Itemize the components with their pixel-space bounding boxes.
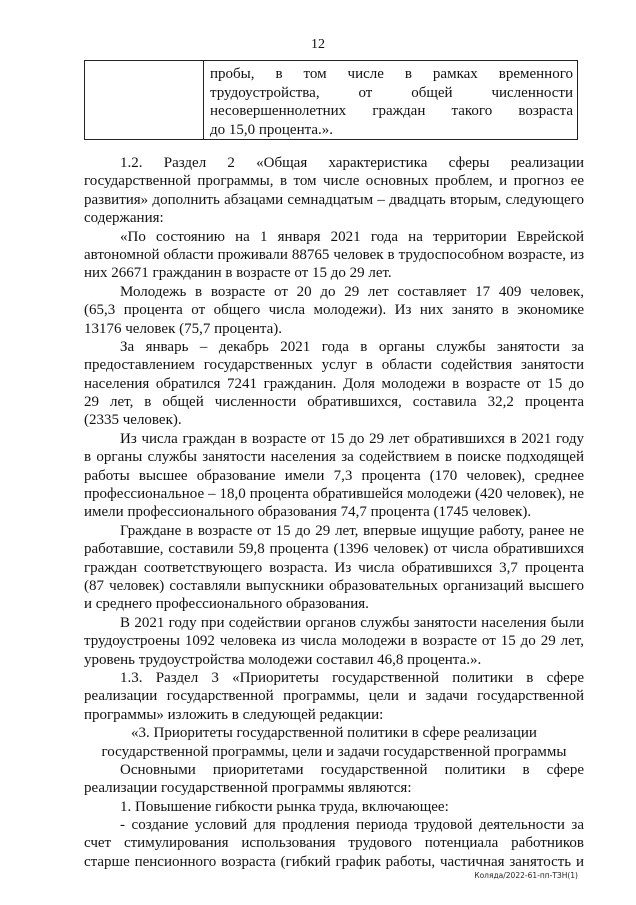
body-line: профессиональное – 18,0 процента обратившейся молодежи (420 человек), не [84, 486, 584, 503]
body-line: трудоустроены 1092 человека из числа молодежи в возрасте от 15 до 29 лет, [84, 633, 584, 650]
body-line: 1.2. Раздел 2 «Общая характеристика сферы реализации [120, 155, 584, 171]
body-line: (87 человек) составляли выпускники образовательных организаций высшего [84, 577, 584, 594]
body-line: (2335 человек). [84, 412, 182, 429]
body-line: Молодежь в возрасте от 20 до 29 лет составляет 17 409 человек, [120, 283, 584, 300]
body-line: 1.3. Раздел 3 «Приоритеты государственной политики в сфере [120, 669, 584, 686]
body-line: предоставлением государственных услуг в области содействия занятости [84, 357, 584, 374]
body-line: 29 лет, в общей численности обратившихся, составила 32,2 процента [84, 394, 584, 411]
page-number: 12 [311, 37, 325, 52]
body-line: них 26671 гражданин в возрасте от 15 до 29 лет. [84, 265, 392, 282]
body-line: уровень трудоустройства молодежи составил 46,8 процента.». [84, 651, 482, 668]
document-body [84, 154, 584, 871]
table-text-cell [204, 61, 577, 139]
body-line: развития» дополнить абзацами семнадцатым – двадцать вторым, следующего [84, 191, 584, 208]
body-line: старше пенсионного возраста (гибкий график работы, частичная занятость и [84, 853, 584, 870]
body-line: и среднего профессионального образования. [84, 596, 369, 613]
body-line: населения обратился 7241 гражданин. Доля молодежи в возрасте от 15 до [84, 375, 584, 392]
body-line: «По состоянию на 1 января 2021 года на территории Еврейской [120, 228, 584, 245]
document-code: Коляда/2022-61-пп-ТЗН(1) [474, 871, 578, 880]
body-line: имели профессионального образования 74,7 процента (1745 человек). [84, 504, 532, 521]
body-line: счет стимулирования использования трудового потенциала работников [84, 835, 584, 852]
table-cell-line: несовершеннолетних граждан такого возраста [210, 103, 573, 119]
body-line: автономной области проживали 88765 человек в трудоспособном возрасте, из [84, 246, 584, 263]
body-line: содержания: [84, 210, 164, 227]
body-line: В 2021 году при содействии органов службы занятости населения были [120, 614, 584, 631]
body-line: реализации государственной программы, цели и задачи государственной [84, 688, 584, 705]
body-line: государственной программы, в том числе основных проблем, и прогноз ее [84, 173, 584, 190]
body-line: Из числа граждан в возрасте от 15 до 29 лет обратившихся в 2021 году [120, 430, 584, 447]
body-line: программы» изложить в следующей редакции: [84, 706, 384, 723]
body-line: 1. Повышение гибкости рынка труда, включающее: [120, 798, 449, 815]
table-cell-line: пробы, в том числе в рамках временного [210, 66, 573, 82]
body-line: За январь – декабрь 2021 года в органы службы занятости за [120, 338, 584, 355]
body-line: - создание условий для продления периода трудовой деятельности за [120, 817, 584, 834]
body-line: 13176 человек (75,7 процента). [84, 320, 283, 337]
table-cell-line: до 15,0 процента.». [210, 121, 334, 138]
body-line: в органы службы занятости населения за содействием в поиске подходящей [84, 449, 584, 466]
body-line: граждан соответствующего возраста. Из числа обратившихся 3,7 процента [84, 559, 584, 576]
body-line: работы высшее образование имели 7,3 процента (170 человек), среднее [84, 467, 584, 484]
table-cell-line: трудоустройства, от общей численности [210, 84, 573, 101]
body-line: (65,3 процента от общего числа молодежи). Из них занято в экономике [84, 302, 584, 319]
body-line: Граждане в возрасте от 15 до 29 лет, впервые ищущие работу, ранее не [120, 522, 584, 539]
body-line: «3. Приоритеты государственной политики в сфере реализации [131, 725, 537, 742]
continued-table [84, 60, 578, 140]
body-line: работавшие, составили 59,8 процента (1396 человек) от числа обратившихся [84, 541, 584, 558]
body-line: государственной программы, цели и задачи государственной программы [101, 743, 567, 760]
table-empty-cell [85, 61, 204, 139]
body-line: Основными приоритетами государственной политики в сфере [120, 761, 584, 778]
body-line: реализации государственной программы являются: [84, 780, 412, 797]
